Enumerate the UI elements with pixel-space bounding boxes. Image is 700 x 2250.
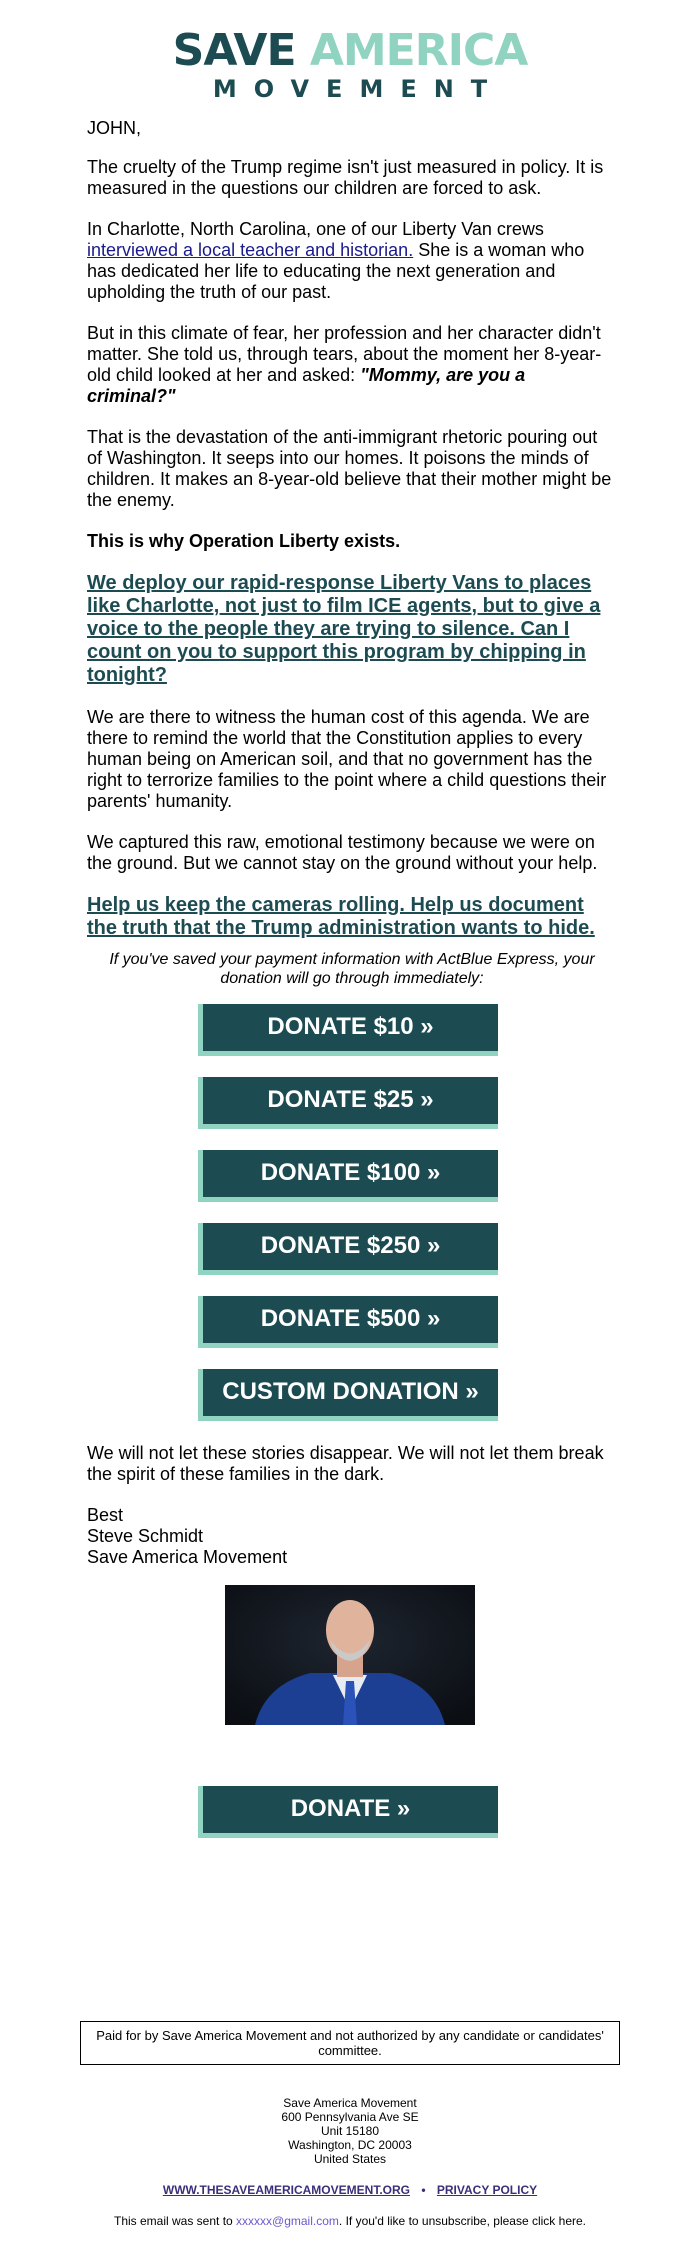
paragraph-3-start: But in this climate of fear, her profession and her character didn't matter. She told us, through tears, about the moment her 8-year-old child looked at her and asked: xyxy=(87,323,602,385)
paragraph-2-end: She is a woman who has dedicated her life to educating the next generation and upholding the truth of our past. xyxy=(87,240,585,302)
signer-name: Steve Schmidt xyxy=(87,1526,204,1546)
paid-for-disclaimer: Paid for by Save America Movement and not authorized by any candidate or candidates' committee. xyxy=(80,2021,620,2065)
unsubscribe-link[interactable]: . If you'd like to unsubscribe, please click here. xyxy=(338,2214,586,2228)
donate-250-button[interactable]: DONATE $250 » xyxy=(198,1223,498,1275)
signoff: Best xyxy=(87,1505,124,1525)
closing-paragraph: We will not let these stories disappear. We will not let them break the spirit of these families in the dark. xyxy=(87,1443,604,1484)
paragraph-1: The cruelty of the Trump regime isn't just measured in policy. It is measured in the questions our children are forced to ask. xyxy=(87,157,604,198)
mailing-address xyxy=(0,2096,700,2166)
address-line: Washington, DC 20003 xyxy=(288,2138,412,2152)
privacy-policy-link[interactable]: PRIVACY POLICY xyxy=(436,2183,538,2197)
footer-links xyxy=(0,2183,700,2197)
logo[interactable] xyxy=(0,25,700,103)
paragraph-3 xyxy=(87,323,617,407)
address-line: 600 Pennsylvania Ave SE xyxy=(281,2110,419,2124)
address-line: United States xyxy=(313,2152,387,2166)
signer-photo xyxy=(225,1585,475,1725)
address-line: Unit 15180 xyxy=(320,2124,380,2138)
paragraph-7: We captured this raw, emotional testimony because we were on the ground. But we cannot stay on the ground without your help. xyxy=(87,832,598,873)
custom-donation-button[interactable]: CUSTOM DONATION » xyxy=(198,1369,498,1421)
paragraph-4: That is the devastation of the anti-immigrant rhetoric pouring out of Washington. It seeps into our homes. It poisons the minds of children. It makes an 8-year-old believe that their mother might be the enemy. xyxy=(87,427,612,510)
unsub-text-start: This email was sent to xyxy=(113,2214,237,2228)
logo-word-america: AMERICA xyxy=(309,25,528,76)
signer-org: Save America Movement xyxy=(87,1547,288,1567)
interview-link[interactable]: interviewed a local teacher and historian. xyxy=(87,240,414,260)
unsubscribe-note xyxy=(0,2214,700,2228)
donate-100-button[interactable]: DONATE $100 » xyxy=(198,1150,498,1202)
donate-10-button[interactable]: DONATE $10 » xyxy=(198,1004,498,1056)
website-link[interactable]: WWW.THESAVEAMERICAMOVEMENT.ORG xyxy=(162,2183,410,2197)
paragraph-2-start: In Charlotte, North Carolina, one of our Liberty Van crews xyxy=(87,219,544,239)
email-body xyxy=(87,118,617,960)
cta-link-deploy[interactable]: We deploy our rapid-response Liberty Vans to places like Charlotte, not just to film ICE agents, but to give a voice to the people they are trying to silence. Can I count on you to support this program by chipping in tonight? xyxy=(87,572,601,686)
actblue-note: If you've saved your payment information with ActBlue Express, your donation will go through immediately: xyxy=(109,951,595,987)
paragraph-6: We are there to witness the human cost of this agenda. We are there to remind the world that the Constitution applies to every human being on American soil, and that no government has the right to terrorize families to the point where a child questions their parents' humanity. xyxy=(87,707,607,811)
donate-25-button[interactable]: DONATE $25 » xyxy=(198,1077,498,1129)
footer-separator: • xyxy=(421,2183,426,2197)
cta-link-cameras[interactable]: Help us keep the cameras rolling. Help us document the truth that the Trump administration wants to hide. xyxy=(87,894,595,939)
address-line: Save America Movement xyxy=(283,2096,417,2110)
greeting: JOHN, xyxy=(87,118,141,138)
child-quote: "Mommy, are you a criminal?" xyxy=(87,365,526,406)
paragraph-2 xyxy=(87,219,617,303)
logo-word-save: SAVE xyxy=(172,25,296,76)
paragraph-5: This is why Operation Liberty exists. xyxy=(87,531,401,551)
closing xyxy=(87,1443,617,1568)
recipient-email-link[interactable]: xxxxxx@gmail.com xyxy=(236,2214,339,2228)
donate-button[interactable]: DONATE » xyxy=(198,1786,498,1838)
logo-word-movement: MOVEMENT xyxy=(212,75,505,103)
donate-500-button[interactable]: DONATE $500 » xyxy=(198,1296,498,1348)
